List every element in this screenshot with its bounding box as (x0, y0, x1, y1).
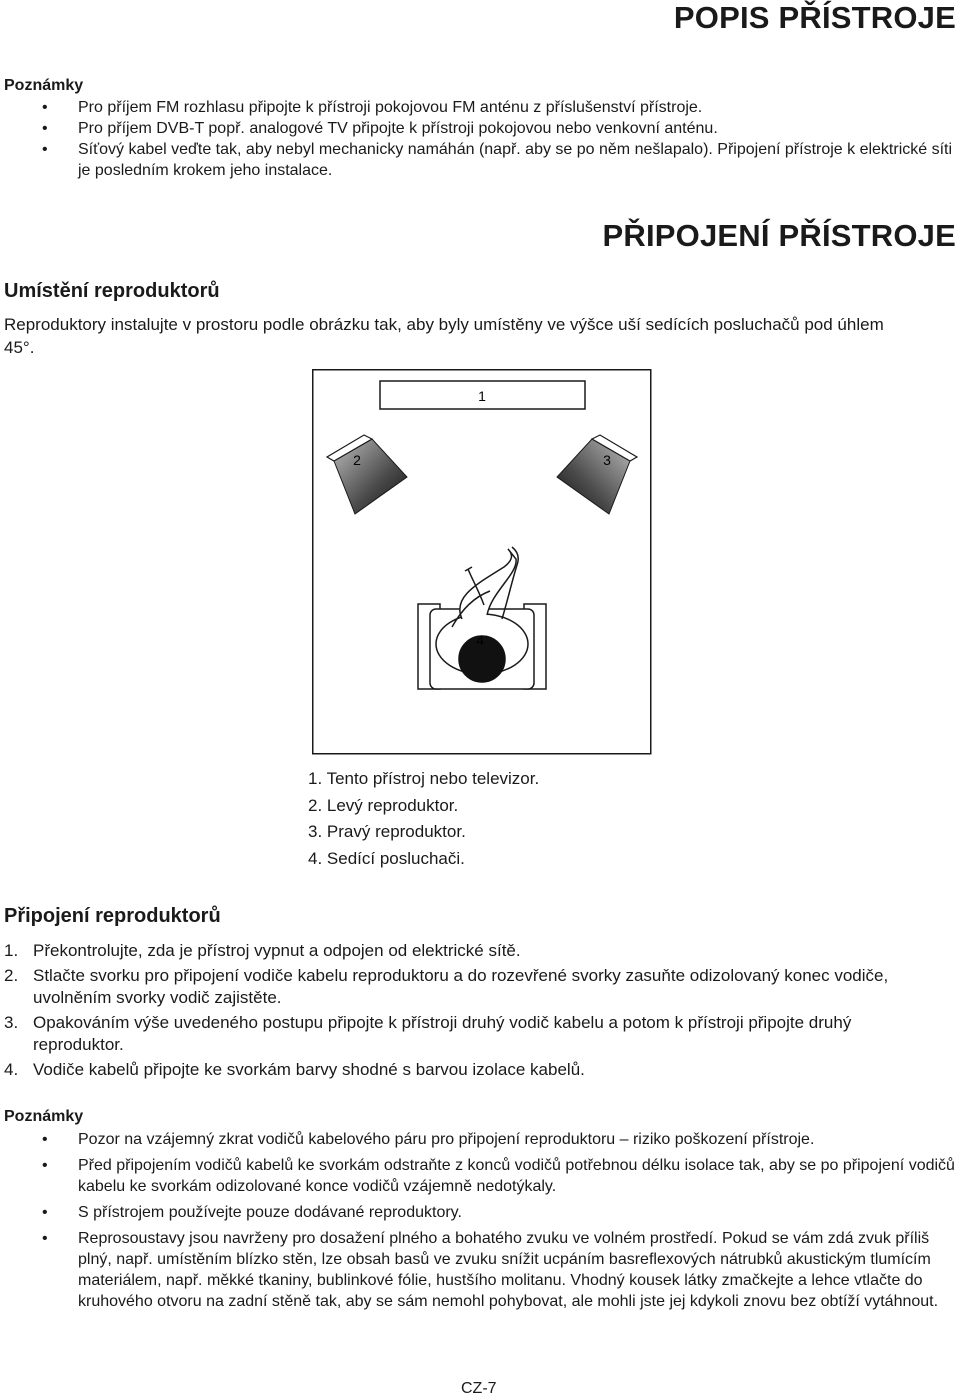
page-number: CZ-7 (461, 1380, 497, 1397)
note-item: • Reprosoustavy jsou navrženy pro dosažení plného a bohatého zvuku ve volném prostředí. Pokud se vám zdá zvuk příliš plný, např. umístěním blízko stěn, lze obsah basů ve zvuku snížit ucpáním basreflexových nátrubků akustickým tlumícím materiálem, např. měkké tkaniny, bublinkové fólie, hustšího molitanu. Vhodný kousek látky zmačkejte a lehce vtlačte do kruhového otvoru na zadní stěně tak, aby se sám nemohl pohybovat, ale mohli jste jej kdykoli znovu bez obtíží vytáhnout. (4, 1228, 960, 1312)
section-title: PŘIPOJENÍ PŘÍSTROJE (602, 218, 956, 253)
note-item: • Pro příjem DVB-T popř. analogové TV připojte k přístroji pokojovou nebo venkovní anténu. (4, 118, 960, 139)
step-number: 2. (4, 966, 19, 985)
notes-list (4, 1129, 960, 1317)
device-label: 1 (478, 388, 486, 404)
step-text: Vodiče kabelů připojte ke svorkám barvy shodné s barvou izolace kabelů. (33, 1060, 585, 1079)
left-speaker-label: 2 (353, 452, 361, 468)
step-number: 4. (4, 1060, 19, 1079)
step-item (4, 1012, 944, 1056)
step-item (4, 965, 944, 1009)
step-item (4, 1059, 944, 1081)
legend-item: 4. Sedící posluchači. (308, 848, 465, 868)
connection-heading: Připojení reproduktorů (4, 905, 221, 927)
step-number: 3. (4, 1013, 19, 1032)
listener-label: 4 (476, 632, 484, 648)
step-item (4, 940, 944, 962)
note-item: • Pro příjem FM rozhlasu připojte k přístroji pokojovou FM anténu z příslušenství přístroje. (4, 97, 960, 118)
room-outline (313, 370, 651, 754)
diagram-legend (308, 766, 539, 872)
speaker-placement-diagram (312, 369, 652, 755)
step-text: Stlačte svorku pro připojení vodiče kabelu reproduktoru a do rozevřené svorky zasuňte odizolovaný konec vodiče, uvolněním svorky vodič zajistěte. (33, 966, 889, 1007)
legend-item: 1. Tento přístroj nebo televizor. (308, 769, 540, 788)
right-speaker-label: 3 (603, 452, 611, 468)
note-item: • Před připojením vodičů kabelů ke svorkám odstraňte z konců vodičů potřebnou délku isolace tak, aby se po připojení vodičů kabelu ke svorkám odizolované konce vodičů vzájemně nedotýkaly. (4, 1155, 960, 1197)
step-number: 1. (4, 941, 19, 960)
placement-text: Reproduktory instalujte v prostoru podle obrázku tak, aby byly umístěny ve výšce uší sedících posluchačů pod úhlem 45°. (4, 315, 884, 357)
legend-item: 3. Pravý reproduktor. (308, 822, 466, 841)
note-item: • Pozor na vzájemný zkrat vodičů kabelového páru pro připojení reproduktoru – riziko poškození přístroje. (4, 1129, 960, 1150)
placement-heading: Umístění reproduktorů (4, 280, 220, 302)
notes-heading: Poznámky (4, 1108, 84, 1125)
page-title: POPIS PŘÍSTROJE (673, 0, 956, 35)
note-item: • S přístrojem používejte pouze dodávané reproduktory. (4, 1202, 960, 1223)
step-text: Překontrolujte, zda je přístroj vypnut a odpojen od elektrické sítě. (33, 941, 521, 960)
legend-item: 2. Levý reproduktor. (308, 795, 459, 815)
note-item: • Síťový kabel veďte tak, aby nebyl mechanicky namáhán (např. aby se po něm nešlapalo). Připojení přístroje k elektrické síti je posledním krokem jeho instalace. (4, 139, 960, 181)
step-text: Opakováním výše uvedeného postupu připojte k přístroji druhý vodič kabelu a potom k přístroji připojte druhý reproduktor. (33, 1013, 852, 1054)
connection-steps (4, 940, 944, 1084)
notes-heading: Poznámky (4, 77, 84, 94)
notes-list (4, 97, 960, 181)
